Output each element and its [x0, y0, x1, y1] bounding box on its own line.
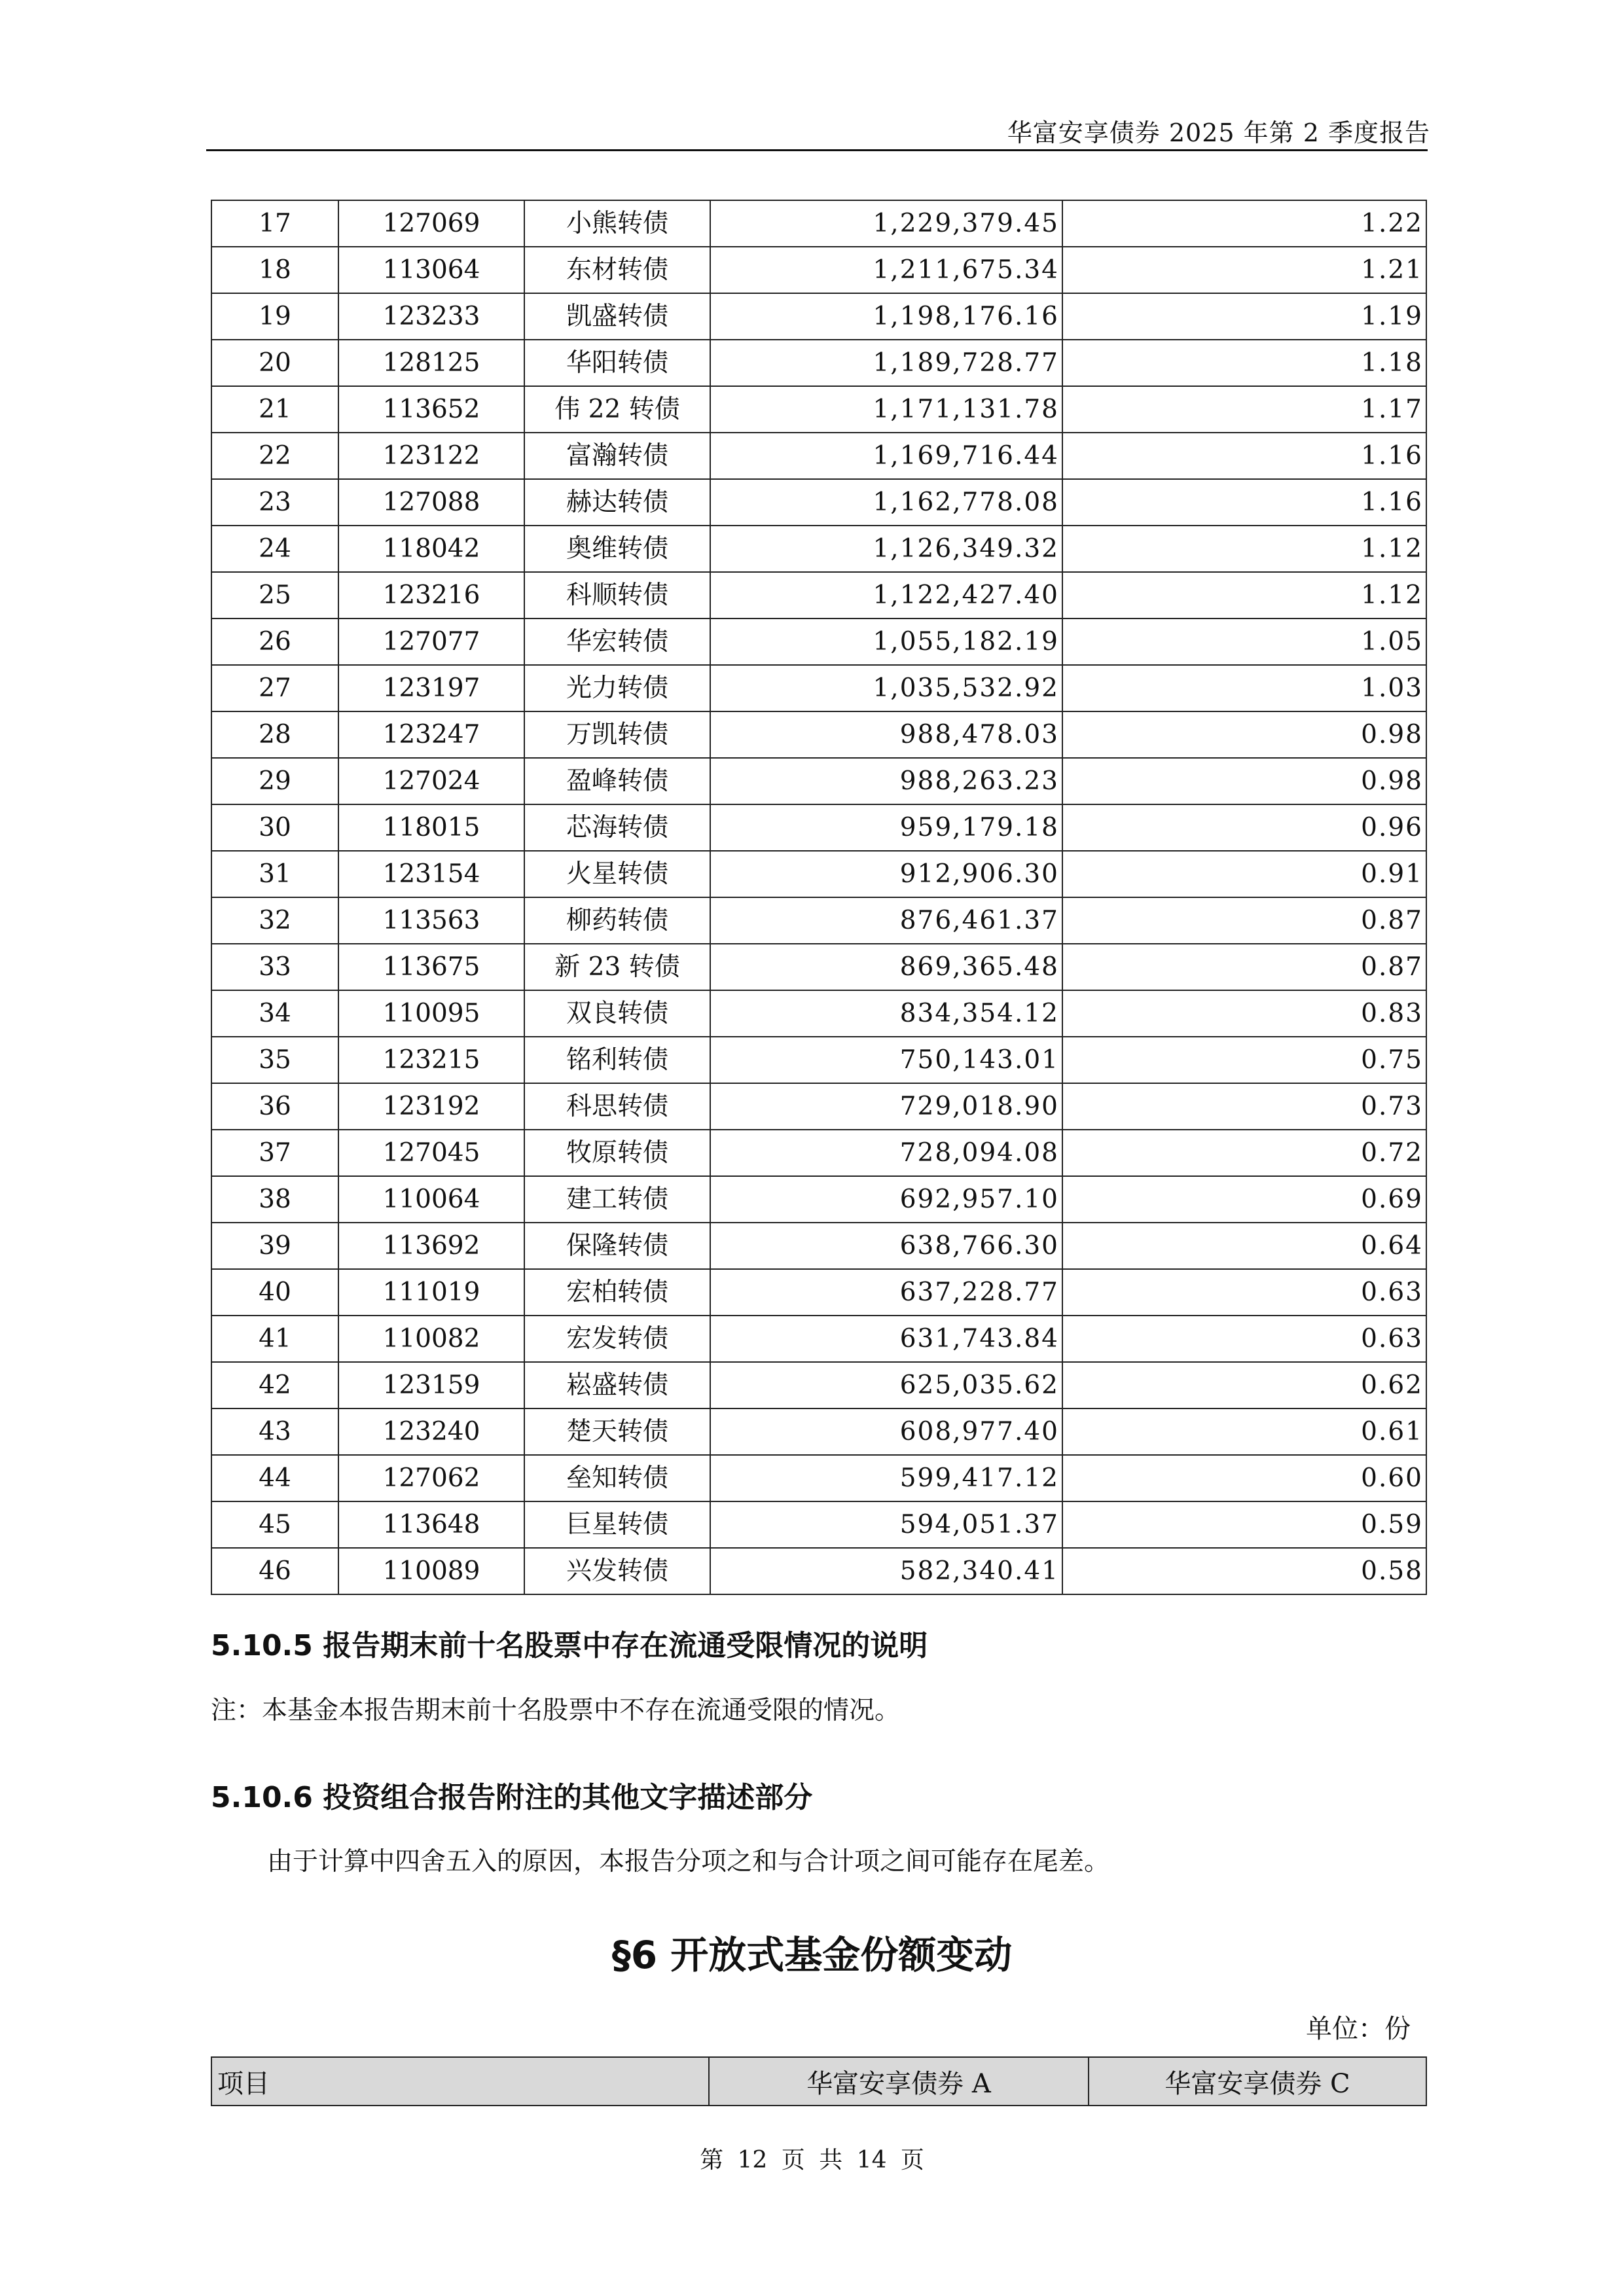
table-cell: 牧原转债: [524, 1130, 710, 1176]
table-row: [211, 1455, 1426, 1501]
table-cell: 631,743.84: [710, 1316, 1062, 1362]
table-cell: 柳药转债: [524, 897, 710, 944]
table-cell: 123233: [338, 293, 524, 340]
table-cell: 44: [211, 1455, 338, 1501]
column-header-item: 项目: [211, 2057, 709, 2106]
section-5-10-5-heading: 5.10.5 报告期末前十名股票中存在流通受限情况的说明: [211, 1629, 928, 1662]
table-cell: 46: [211, 1548, 338, 1594]
table-cell: 625,035.62: [710, 1362, 1062, 1408]
table-cell: 23: [211, 479, 338, 526]
table-cell: 113692: [338, 1223, 524, 1269]
table-row: [211, 1176, 1426, 1223]
table-cell: 兴发转债: [524, 1548, 710, 1594]
table-cell: 小熊转债: [524, 200, 710, 247]
table-row: [211, 200, 1426, 247]
table-row: [211, 247, 1426, 293]
section-5-10-5-note: 注：本基金本报告期末前十名股票中不存在流通受限的情况。: [211, 1696, 901, 1725]
table-row: [211, 1083, 1426, 1130]
table-cell: 火星转债: [524, 851, 710, 897]
table-cell: 17: [211, 200, 338, 247]
table-cell: 1.21: [1062, 247, 1426, 293]
table-cell: 869,365.48: [710, 944, 1062, 990]
table-row: [211, 665, 1426, 711]
table-row: [211, 1269, 1426, 1316]
table-cell: 0.69: [1062, 1176, 1426, 1223]
table-row: [211, 433, 1426, 479]
table-cell: 123247: [338, 711, 524, 758]
table-cell: 0.59: [1062, 1501, 1426, 1548]
table-cell: 赫达转债: [524, 479, 710, 526]
table-row: [211, 1362, 1426, 1408]
table-cell: 0.72: [1062, 1130, 1426, 1176]
table-row: [211, 1408, 1426, 1455]
table-row: [211, 758, 1426, 804]
table-cell: 0.87: [1062, 944, 1426, 990]
table-cell: 1,171,131.78: [710, 386, 1062, 433]
table-cell: 127045: [338, 1130, 524, 1176]
table-cell: 127088: [338, 479, 524, 526]
table-cell: 959,179.18: [710, 804, 1062, 851]
table-cell: 华阳转债: [524, 340, 710, 386]
table-cell: 1,229,379.45: [710, 200, 1062, 247]
table-cell: 988,263.23: [710, 758, 1062, 804]
table-row: [211, 619, 1426, 665]
table-cell: 123159: [338, 1362, 524, 1408]
chapter-6-title: §6 开放式基金份额变动: [611, 1933, 1013, 1977]
table-cell: 988,478.03: [710, 711, 1062, 758]
table-cell: 876,461.37: [710, 897, 1062, 944]
table-row: [211, 526, 1426, 572]
table-cell: 35: [211, 1037, 338, 1083]
table-cell: 113675: [338, 944, 524, 990]
table-row: [211, 1130, 1426, 1176]
table-cell: 20: [211, 340, 338, 386]
table-cell: 1.12: [1062, 526, 1426, 572]
table-row: [211, 572, 1426, 619]
table-cell: 113064: [338, 247, 524, 293]
table-cell: 29: [211, 758, 338, 804]
table-cell: 30: [211, 804, 338, 851]
column-header-class-a: 华富安享债券 A: [709, 2057, 1089, 2106]
table-cell: 科思转债: [524, 1083, 710, 1130]
table-cell: 0.98: [1062, 758, 1426, 804]
table-cell: 芯海转债: [524, 804, 710, 851]
table-cell: 0.73: [1062, 1083, 1426, 1130]
table-cell: 楚天转债: [524, 1408, 710, 1455]
table-cell: 垒知转债: [524, 1455, 710, 1501]
table-cell: 123154: [338, 851, 524, 897]
table-cell: 118042: [338, 526, 524, 572]
table-cell: 保隆转债: [524, 1223, 710, 1269]
table-row: [211, 1501, 1426, 1548]
table-cell: 123122: [338, 433, 524, 479]
table-row: [211, 293, 1426, 340]
table-cell: 38: [211, 1176, 338, 1223]
table-cell: 25: [211, 572, 338, 619]
table-cell: 27: [211, 665, 338, 711]
table-cell: 1.03: [1062, 665, 1426, 711]
table-cell: 123240: [338, 1408, 524, 1455]
table-cell: 1,162,778.08: [710, 479, 1062, 526]
table-cell: 光力转债: [524, 665, 710, 711]
table-cell: 113563: [338, 897, 524, 944]
table-cell: 24: [211, 526, 338, 572]
table-cell: 崧盛转债: [524, 1362, 710, 1408]
table-row: [211, 990, 1426, 1037]
table-cell: 123215: [338, 1037, 524, 1083]
table-cell: 0.75: [1062, 1037, 1426, 1083]
table-cell: 华宏转债: [524, 619, 710, 665]
table-row: [211, 340, 1426, 386]
table-cell: 1.16: [1062, 433, 1426, 479]
table-cell: 110095: [338, 990, 524, 1037]
page-number: 第 12 页 共 14 页: [700, 2147, 924, 2174]
table-row: [211, 1223, 1426, 1269]
table-cell: 128125: [338, 340, 524, 386]
table-cell: 26: [211, 619, 338, 665]
table-cell: 0.63: [1062, 1269, 1426, 1316]
table-cell: 123216: [338, 572, 524, 619]
table-cell: 750,143.01: [710, 1037, 1062, 1083]
table-cell: 0.60: [1062, 1455, 1426, 1501]
table-row: [211, 944, 1426, 990]
table-cell: 729,018.90: [710, 1083, 1062, 1130]
table-cell: 科顺转债: [524, 572, 710, 619]
report-header-title: 华富安享债券 2025 年第 2 季度报告: [1007, 118, 1430, 147]
table-cell: 28: [211, 711, 338, 758]
table-cell: 21: [211, 386, 338, 433]
table-cell: 1.12: [1062, 572, 1426, 619]
table-cell: 巨星转债: [524, 1501, 710, 1548]
table-cell: 东材转债: [524, 247, 710, 293]
table-cell: 638,766.30: [710, 1223, 1062, 1269]
table-cell: 692,957.10: [710, 1176, 1062, 1223]
table-cell: 582,340.41: [710, 1548, 1062, 1594]
table-cell: 0.64: [1062, 1223, 1426, 1269]
table-cell: 834,354.12: [710, 990, 1062, 1037]
table-cell: 1.17: [1062, 386, 1426, 433]
table-cell: 637,228.77: [710, 1269, 1062, 1316]
table-row: [211, 711, 1426, 758]
section-5-10-6-heading: 5.10.6 投资组合报告附注的其他文字描述部分: [211, 1781, 813, 1814]
table-cell: 0.87: [1062, 897, 1426, 944]
table-cell: 127024: [338, 758, 524, 804]
table-cell: 0.91: [1062, 851, 1426, 897]
table-cell: 18: [211, 247, 338, 293]
table-cell: 1.18: [1062, 340, 1426, 386]
table-cell: 0.98: [1062, 711, 1426, 758]
section-5-10-6-body: 由于计算中四舍五入的原因，本报告分项之和与合计项之间可能存在尾差。: [267, 1847, 1110, 1876]
table-row: [211, 1037, 1426, 1083]
table-cell: 0.58: [1062, 1548, 1426, 1594]
table-cell: 凯盛转债: [524, 293, 710, 340]
table-cell: 127069: [338, 200, 524, 247]
table-cell: 43: [211, 1408, 338, 1455]
table-cell: 41: [211, 1316, 338, 1362]
table-cell: 608,977.40: [710, 1408, 1062, 1455]
table-cell: 19: [211, 293, 338, 340]
table-row: [211, 804, 1426, 851]
table-row: [211, 851, 1426, 897]
table-cell: 双良转债: [524, 990, 710, 1037]
unit-label: 单位：份: [1306, 2014, 1411, 2044]
table-cell: 0.96: [1062, 804, 1426, 851]
table-cell: 盈峰转债: [524, 758, 710, 804]
table-cell: 铭利转债: [524, 1037, 710, 1083]
table-cell: 728,094.08: [710, 1130, 1062, 1176]
table-cell: 1,055,182.19: [710, 619, 1062, 665]
table-cell: 31: [211, 851, 338, 897]
table-cell: 1,035,532.92: [710, 665, 1062, 711]
table-cell: 39: [211, 1223, 338, 1269]
table-row: [211, 386, 1426, 433]
table-cell: 1.05: [1062, 619, 1426, 665]
table-cell: 45: [211, 1501, 338, 1548]
table-cell: 113648: [338, 1501, 524, 1548]
table-cell: 1.19: [1062, 293, 1426, 340]
table-cell: 127077: [338, 619, 524, 665]
table-row: [211, 1316, 1426, 1362]
table-cell: 110082: [338, 1316, 524, 1362]
table-cell: 0.62: [1062, 1362, 1426, 1408]
table-cell: 伟 22 转债: [524, 386, 710, 433]
convertible-bond-holdings-table: [211, 200, 1427, 1595]
table-row: [211, 479, 1426, 526]
table-cell: 富瀚转债: [524, 433, 710, 479]
table-cell: 新 23 转债: [524, 944, 710, 990]
table-cell: 宏柏转债: [524, 1269, 710, 1316]
table-cell: 22: [211, 433, 338, 479]
table-cell: 1,169,716.44: [710, 433, 1062, 479]
table-cell: 110064: [338, 1176, 524, 1223]
table-cell: 111019: [338, 1269, 524, 1316]
table-cell: 1,198,176.16: [710, 293, 1062, 340]
table-cell: 1,122,427.40: [710, 572, 1062, 619]
table-cell: 万凯转债: [524, 711, 710, 758]
table-cell: 36: [211, 1083, 338, 1130]
table-cell: 127062: [338, 1455, 524, 1501]
table-cell: 建工转债: [524, 1176, 710, 1223]
table-cell: 123197: [338, 665, 524, 711]
table-cell: 32: [211, 897, 338, 944]
table-cell: 1.16: [1062, 479, 1426, 526]
table-cell: 34: [211, 990, 338, 1037]
table-cell: 40: [211, 1269, 338, 1316]
table-cell: 599,417.12: [710, 1455, 1062, 1501]
table-cell: 118015: [338, 804, 524, 851]
table-cell: 1.22: [1062, 200, 1426, 247]
table-cell: 594,051.37: [710, 1501, 1062, 1548]
table-row: [211, 1548, 1426, 1594]
table-cell: 0.63: [1062, 1316, 1426, 1362]
table-cell: 宏发转债: [524, 1316, 710, 1362]
table-cell: 37: [211, 1130, 338, 1176]
table-cell: 1,211,675.34: [710, 247, 1062, 293]
table-cell: 912,906.30: [710, 851, 1062, 897]
table-cell: 123192: [338, 1083, 524, 1130]
table-cell: 0.83: [1062, 990, 1426, 1037]
fund-share-change-table: [211, 2056, 1427, 2106]
header-divider: [206, 149, 1428, 151]
table-cell: 奥维转债: [524, 526, 710, 572]
table-cell: 0.61: [1062, 1408, 1426, 1455]
column-header-class-c: 华富安享债券 C: [1089, 2057, 1426, 2106]
table-header-row: [211, 2057, 1426, 2106]
table-cell: 33: [211, 944, 338, 990]
table-cell: 1,126,349.32: [710, 526, 1062, 572]
table-cell: 42: [211, 1362, 338, 1408]
table-row: [211, 897, 1426, 944]
table-cell: 113652: [338, 386, 524, 433]
table-cell: 110089: [338, 1548, 524, 1594]
table-cell: 1,189,728.77: [710, 340, 1062, 386]
